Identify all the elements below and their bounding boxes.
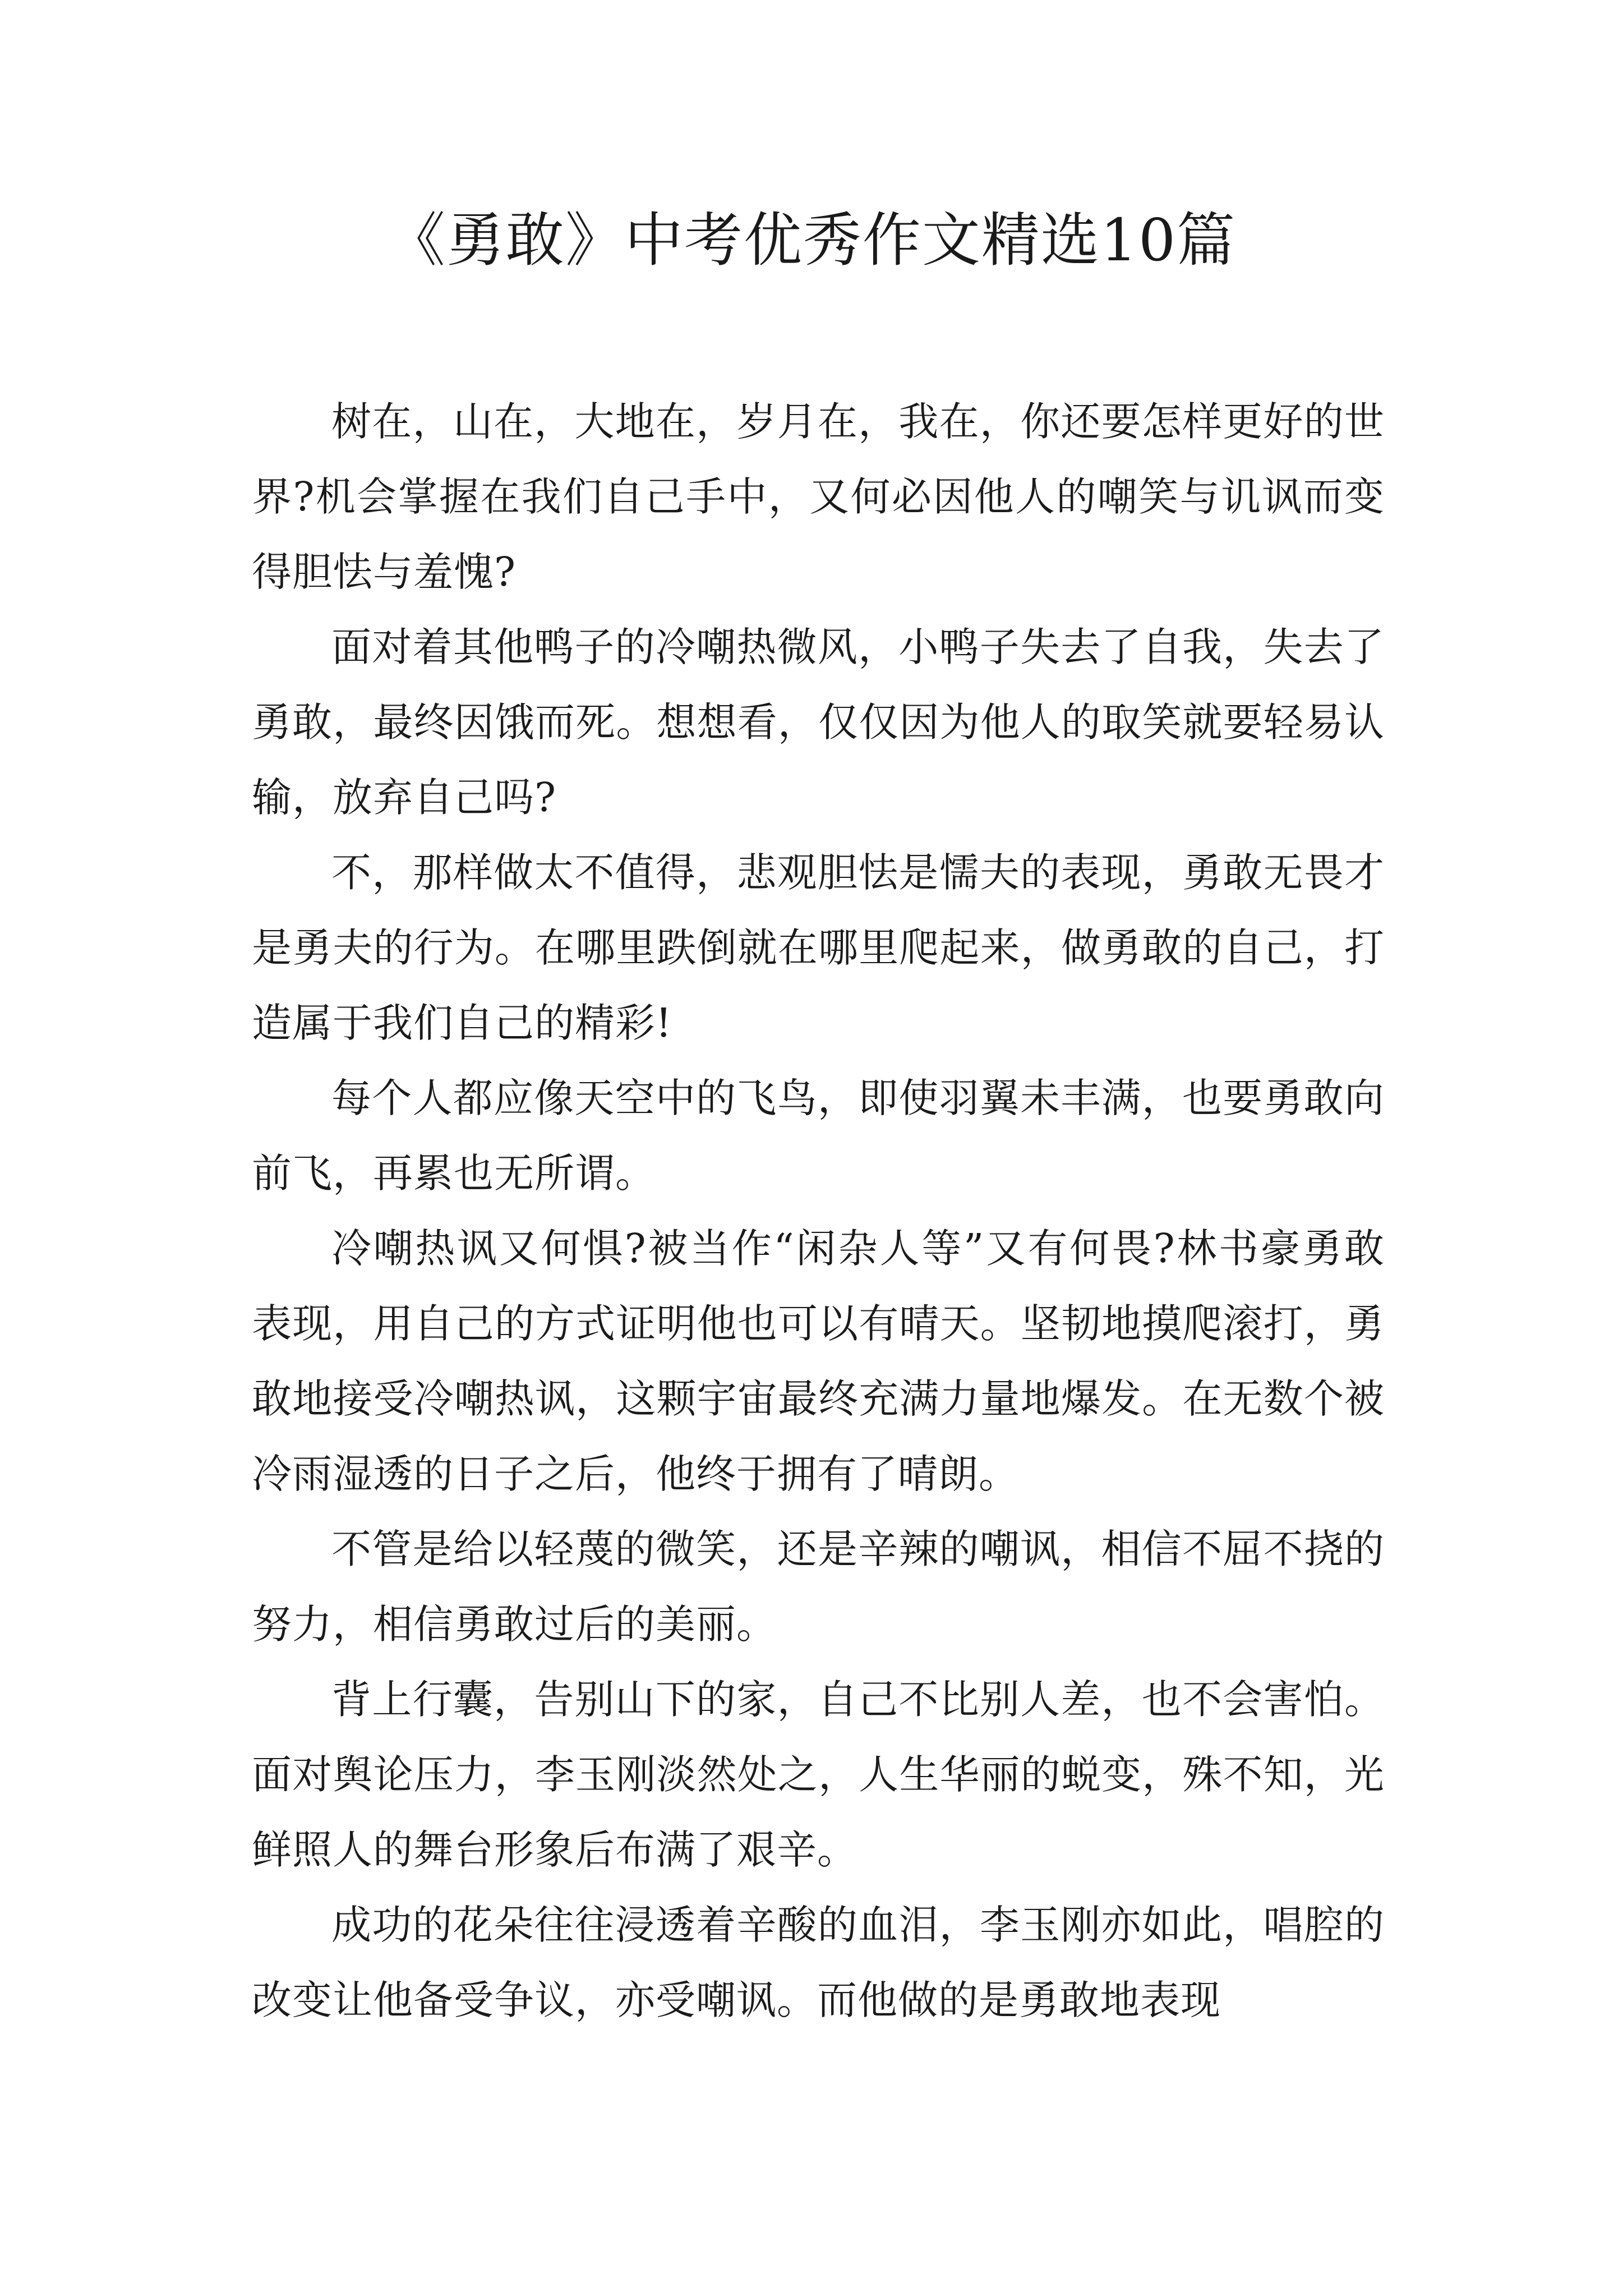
paragraph: 面对着其他鸭子的冷嘲热微风，小鸭子失去了自我，失去了勇敢，最终因饿而死。想想看，仅仅因为他人的取笑就要轻易认输，放弃自己吗? [252, 624, 1385, 821]
paragraph: 树在，山在，大地在，岁月在，我在，你还要怎样更好的世界?机会掌握在我们自己手中，又何必因他人的嘲笑与讥讽而变得胆怯与羞愧? [252, 398, 1385, 595]
document-body [252, 384, 1385, 2038]
paragraph: 成功的花朵往往浸透着辛酸的血泪，李玉刚亦如此，唱腔的改变让他备受争议，亦受嘲讽。而他做的是勇敢地表现 [252, 1902, 1385, 2023]
paragraph: 不管是给以轻蔑的微笑，还是辛辣的嘲讽，相信不屈不挠的努力，相信勇敢过后的美丽。 [252, 1526, 1385, 1648]
document-title: 《勇敢》中考优秀作文精选10篇 [386, 206, 1237, 274]
paragraph: 冷嘲热讽又何惧?被当作“闲杂人等”又有何畏?林书豪勇敢表现，用自己的方式证明他也可以有晴天。坚韧地摸爬滚打，勇敢地接受冷嘲热讽，这颗宇宙最终充满力量地爆发。在无数个被冷雨湿透的日子之后，他终于拥有了晴朗。 [252, 1225, 1385, 1497]
paragraph: 不，那样做太不值得，悲观胆怯是懦夫的表现，勇敢无畏才是勇夫的行为。在哪里跌倒就在哪里爬起来，做勇敢的自己，打造属于我们自己的精彩! [252, 849, 1385, 1046]
paragraph: 每个人都应像天空中的飞鸟，即使羽翼未丰满，也要勇敢向前飞，再累也无所谓。 [252, 1075, 1385, 1197]
paragraph: 背上行囊，告别山下的家，自己不比别人差，也不会害怕。面对舆论压力，李玉刚淡然处之，人生华丽的蜕变，殊不知，光鲜照人的舞台形象后布满了艰辛。 [252, 1676, 1385, 1873]
